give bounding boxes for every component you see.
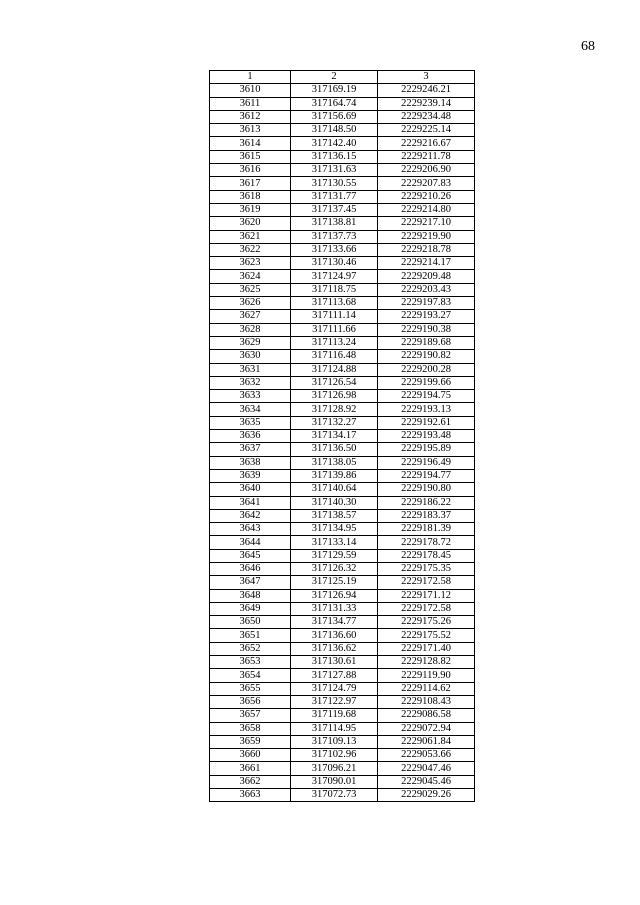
table-row	[210, 297, 475, 310]
x-coordinate-cell: 317072.73	[291, 789, 378, 802]
table-row	[210, 682, 475, 695]
point-number-cell: 3653	[210, 656, 291, 669]
y-coordinate-cell: 2229190.80	[378, 483, 475, 496]
point-number-cell: 3644	[210, 536, 291, 549]
point-number-cell: 3635	[210, 416, 291, 429]
y-coordinate-cell: 2229053.66	[378, 749, 475, 762]
table-row	[210, 150, 475, 163]
y-coordinate-cell: 2229219.90	[378, 230, 475, 243]
y-coordinate-cell: 2229072.94	[378, 722, 475, 735]
y-coordinate-cell: 2229108.43	[378, 695, 475, 708]
point-number-cell: 3641	[210, 496, 291, 509]
point-number-cell: 3647	[210, 576, 291, 589]
y-coordinate-cell: 2229217.10	[378, 217, 475, 230]
point-number-cell: 3619	[210, 203, 291, 216]
table-header-row	[210, 71, 475, 84]
x-coordinate-cell: 317169.19	[291, 84, 378, 97]
point-number-cell: 3613	[210, 124, 291, 137]
y-coordinate-cell: 2229203.43	[378, 283, 475, 296]
point-number-cell: 3649	[210, 602, 291, 615]
table-row	[210, 243, 475, 256]
x-coordinate-cell: 317109.13	[291, 735, 378, 748]
y-coordinate-cell: 2229192.61	[378, 416, 475, 429]
point-number-cell: 3610	[210, 84, 291, 97]
y-coordinate-cell: 2229190.38	[378, 323, 475, 336]
table-row	[210, 562, 475, 575]
x-coordinate-cell: 317148.50	[291, 124, 378, 137]
table-row	[210, 403, 475, 416]
y-coordinate-cell: 2229171.12	[378, 589, 475, 602]
point-number-cell: 3629	[210, 336, 291, 349]
point-number-cell: 3651	[210, 629, 291, 642]
table-row	[210, 323, 475, 336]
point-number-cell: 3648	[210, 589, 291, 602]
x-coordinate-cell: 317136.15	[291, 150, 378, 163]
y-coordinate-cell: 2229211.78	[378, 150, 475, 163]
x-coordinate-cell: 317129.59	[291, 549, 378, 562]
column-header-1: 1	[210, 71, 291, 84]
x-coordinate-cell: 317142.40	[291, 137, 378, 150]
x-coordinate-cell: 317113.68	[291, 297, 378, 310]
table-row	[210, 310, 475, 323]
point-number-cell: 3658	[210, 722, 291, 735]
point-number-cell: 3655	[210, 682, 291, 695]
x-coordinate-cell: 317126.32	[291, 562, 378, 575]
y-coordinate-cell: 2229193.48	[378, 430, 475, 443]
point-number-cell: 3662	[210, 775, 291, 788]
point-number-cell: 3639	[210, 469, 291, 482]
x-coordinate-cell: 317122.97	[291, 695, 378, 708]
table-body	[210, 84, 475, 802]
y-coordinate-cell: 2229189.68	[378, 336, 475, 349]
point-number-cell: 3618	[210, 190, 291, 203]
table-row	[210, 616, 475, 629]
y-coordinate-cell: 2229175.35	[378, 562, 475, 575]
point-number-cell: 3650	[210, 616, 291, 629]
x-coordinate-cell: 317111.14	[291, 310, 378, 323]
point-number-cell: 3624	[210, 270, 291, 283]
table-row	[210, 789, 475, 802]
y-coordinate-cell: 2229172.58	[378, 602, 475, 615]
x-coordinate-cell: 317119.68	[291, 709, 378, 722]
table-row	[210, 177, 475, 190]
y-coordinate-cell: 2229195.89	[378, 443, 475, 456]
table-row	[210, 283, 475, 296]
y-coordinate-cell: 2229199.66	[378, 376, 475, 389]
x-coordinate-cell: 317140.64	[291, 483, 378, 496]
point-number-cell: 3659	[210, 735, 291, 748]
table-row	[210, 602, 475, 615]
x-coordinate-cell: 317125.19	[291, 576, 378, 589]
y-coordinate-cell: 2229239.14	[378, 97, 475, 110]
x-coordinate-cell: 317138.57	[291, 509, 378, 522]
y-coordinate-cell: 2229183.37	[378, 509, 475, 522]
y-coordinate-cell: 2229186.22	[378, 496, 475, 509]
x-coordinate-cell: 317133.66	[291, 243, 378, 256]
y-coordinate-cell: 2229171.40	[378, 642, 475, 655]
x-coordinate-cell: 317140.30	[291, 496, 378, 509]
x-coordinate-cell: 317136.62	[291, 642, 378, 655]
y-coordinate-cell: 2229214.80	[378, 203, 475, 216]
point-number-cell: 3660	[210, 749, 291, 762]
table-row	[210, 270, 475, 283]
table-row	[210, 257, 475, 270]
table-row	[210, 190, 475, 203]
x-coordinate-cell: 317137.45	[291, 203, 378, 216]
table-row	[210, 509, 475, 522]
y-coordinate-cell: 2229210.26	[378, 190, 475, 203]
y-coordinate-cell: 2229047.46	[378, 762, 475, 775]
table-row	[210, 137, 475, 150]
table-row	[210, 642, 475, 655]
x-coordinate-cell: 317126.98	[291, 390, 378, 403]
table-row	[210, 656, 475, 669]
y-coordinate-cell: 2229190.82	[378, 350, 475, 363]
point-number-cell: 3640	[210, 483, 291, 496]
y-coordinate-cell: 2229214.17	[378, 257, 475, 270]
x-coordinate-cell: 317132.27	[291, 416, 378, 429]
table-row	[210, 709, 475, 722]
table-row	[210, 390, 475, 403]
point-number-cell: 3625	[210, 283, 291, 296]
table-row	[210, 336, 475, 349]
point-number-cell: 3630	[210, 350, 291, 363]
point-number-cell: 3657	[210, 709, 291, 722]
table-row	[210, 217, 475, 230]
table-row	[210, 430, 475, 443]
point-number-cell: 3633	[210, 390, 291, 403]
x-coordinate-cell: 317134.17	[291, 430, 378, 443]
table-row	[210, 443, 475, 456]
y-coordinate-cell: 2229175.26	[378, 616, 475, 629]
point-number-cell: 3612	[210, 110, 291, 123]
table-row	[210, 350, 475, 363]
point-number-cell: 3623	[210, 257, 291, 270]
y-coordinate-cell: 2229194.75	[378, 390, 475, 403]
x-coordinate-cell: 317137.73	[291, 230, 378, 243]
point-number-cell: 3637	[210, 443, 291, 456]
y-coordinate-cell: 2229194.77	[378, 469, 475, 482]
point-number-cell: 3614	[210, 137, 291, 150]
x-coordinate-cell: 317128.92	[291, 403, 378, 416]
y-coordinate-cell: 2229234.48	[378, 110, 475, 123]
table-row	[210, 84, 475, 97]
table-row	[210, 363, 475, 376]
y-coordinate-cell: 2229029.26	[378, 789, 475, 802]
y-coordinate-cell: 2229225.14	[378, 124, 475, 137]
y-coordinate-cell: 2229206.90	[378, 164, 475, 177]
x-coordinate-cell: 317138.05	[291, 456, 378, 469]
point-number-cell: 3663	[210, 789, 291, 802]
table-row	[210, 124, 475, 137]
table-row	[210, 483, 475, 496]
x-coordinate-cell: 317134.77	[291, 616, 378, 629]
x-coordinate-cell: 317164.74	[291, 97, 378, 110]
y-coordinate-cell: 2229175.52	[378, 629, 475, 642]
table-row	[210, 762, 475, 775]
table-row	[210, 722, 475, 735]
table-row	[210, 536, 475, 549]
x-coordinate-cell: 317139.86	[291, 469, 378, 482]
x-coordinate-cell: 317130.61	[291, 656, 378, 669]
x-coordinate-cell: 317131.33	[291, 602, 378, 615]
point-number-cell: 3642	[210, 509, 291, 522]
x-coordinate-cell: 317090.01	[291, 775, 378, 788]
x-coordinate-cell: 317134.95	[291, 523, 378, 536]
page-number: 68	[581, 39, 595, 54]
table-row	[210, 469, 475, 482]
y-coordinate-cell: 2229218.78	[378, 243, 475, 256]
y-coordinate-cell: 2229086.58	[378, 709, 475, 722]
column-header-3: 3	[378, 71, 475, 84]
column-header-2: 2	[291, 71, 378, 84]
y-coordinate-cell: 2229216.67	[378, 137, 475, 150]
x-coordinate-cell: 317124.79	[291, 682, 378, 695]
y-coordinate-cell: 2229181.39	[378, 523, 475, 536]
table-row	[210, 496, 475, 509]
y-coordinate-cell: 2229193.13	[378, 403, 475, 416]
x-coordinate-cell: 317118.75	[291, 283, 378, 296]
x-coordinate-cell: 317113.24	[291, 336, 378, 349]
x-coordinate-cell: 317130.55	[291, 177, 378, 190]
table-row	[210, 230, 475, 243]
table-row	[210, 749, 475, 762]
point-number-cell: 3631	[210, 363, 291, 376]
point-number-cell: 3634	[210, 403, 291, 416]
x-coordinate-cell: 317127.88	[291, 669, 378, 682]
table-row	[210, 456, 475, 469]
point-number-cell: 3652	[210, 642, 291, 655]
x-coordinate-cell: 317126.94	[291, 589, 378, 602]
point-number-cell: 3646	[210, 562, 291, 575]
y-coordinate-cell: 2229114.62	[378, 682, 475, 695]
x-coordinate-cell: 317124.97	[291, 270, 378, 283]
x-coordinate-cell: 317156.69	[291, 110, 378, 123]
point-number-cell: 3617	[210, 177, 291, 190]
x-coordinate-cell: 317136.60	[291, 629, 378, 642]
point-number-cell: 3616	[210, 164, 291, 177]
x-coordinate-cell: 317124.88	[291, 363, 378, 376]
x-coordinate-cell: 317136.50	[291, 443, 378, 456]
table-row	[210, 735, 475, 748]
y-coordinate-cell: 2229246.21	[378, 84, 475, 97]
table-row	[210, 669, 475, 682]
x-coordinate-cell: 317131.77	[291, 190, 378, 203]
y-coordinate-cell: 2229209.48	[378, 270, 475, 283]
x-coordinate-cell: 317133.14	[291, 536, 378, 549]
y-coordinate-cell: 2229061.84	[378, 735, 475, 748]
coordinates-table	[209, 70, 475, 802]
point-number-cell: 3661	[210, 762, 291, 775]
point-number-cell: 3615	[210, 150, 291, 163]
x-coordinate-cell: 317126.54	[291, 376, 378, 389]
table-row	[210, 164, 475, 177]
y-coordinate-cell: 2229178.72	[378, 536, 475, 549]
table-row	[210, 629, 475, 642]
y-coordinate-cell: 2229207.83	[378, 177, 475, 190]
point-number-cell: 3626	[210, 297, 291, 310]
table-row	[210, 775, 475, 788]
y-coordinate-cell: 2229172.58	[378, 576, 475, 589]
point-number-cell: 3611	[210, 97, 291, 110]
point-number-cell: 3620	[210, 217, 291, 230]
point-number-cell: 3638	[210, 456, 291, 469]
table-row	[210, 576, 475, 589]
x-coordinate-cell: 317096.21	[291, 762, 378, 775]
table-row	[210, 376, 475, 389]
table-row	[210, 110, 475, 123]
x-coordinate-cell: 317114.95	[291, 722, 378, 735]
y-coordinate-cell: 2229197.83	[378, 297, 475, 310]
table-row	[210, 589, 475, 602]
x-coordinate-cell: 317131.63	[291, 164, 378, 177]
table-row	[210, 695, 475, 708]
y-coordinate-cell: 2229193.27	[378, 310, 475, 323]
point-number-cell: 3628	[210, 323, 291, 336]
x-coordinate-cell: 317116.48	[291, 350, 378, 363]
point-number-cell: 3654	[210, 669, 291, 682]
point-number-cell: 3632	[210, 376, 291, 389]
point-number-cell: 3622	[210, 243, 291, 256]
y-coordinate-cell: 2229200.28	[378, 363, 475, 376]
table-row	[210, 549, 475, 562]
table-row	[210, 416, 475, 429]
x-coordinate-cell: 317130.46	[291, 257, 378, 270]
point-number-cell: 3656	[210, 695, 291, 708]
point-number-cell: 3643	[210, 523, 291, 536]
y-coordinate-cell: 2229196.49	[378, 456, 475, 469]
x-coordinate-cell: 317111.66	[291, 323, 378, 336]
point-number-cell: 3645	[210, 549, 291, 562]
point-number-cell: 3627	[210, 310, 291, 323]
table-row	[210, 523, 475, 536]
x-coordinate-cell: 317138.81	[291, 217, 378, 230]
table-row	[210, 97, 475, 110]
point-number-cell: 3636	[210, 430, 291, 443]
y-coordinate-cell: 2229128.82	[378, 656, 475, 669]
y-coordinate-cell: 2229178.45	[378, 549, 475, 562]
point-number-cell: 3621	[210, 230, 291, 243]
table-row	[210, 203, 475, 216]
y-coordinate-cell: 2229119.90	[378, 669, 475, 682]
y-coordinate-cell: 2229045.46	[378, 775, 475, 788]
x-coordinate-cell: 317102.96	[291, 749, 378, 762]
